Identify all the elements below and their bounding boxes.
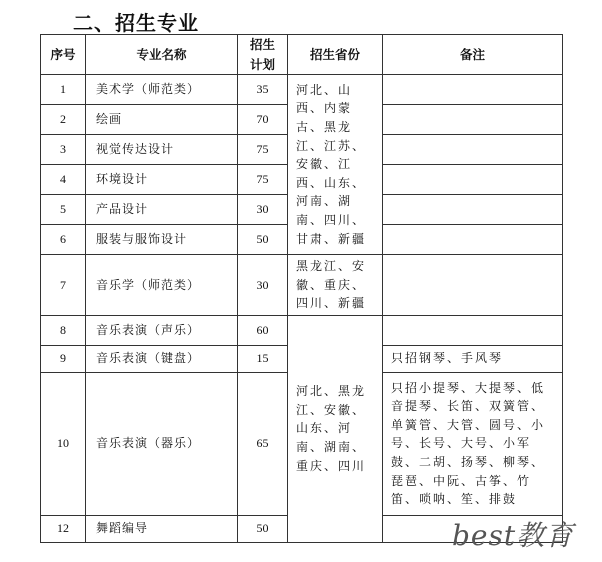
- cell-note-instruments: 只招小提琴、大提琴、低音提琴、长笛、双簧管、单簧管、大管、圆号、小号、长号、大号、小军鼓、二胡、扬琴、柳琴、琵琶、中阮、古筝、竹笛、唢呐、笙、排鼓: [383, 372, 563, 515]
- cell-note: [383, 105, 563, 135]
- cell-major: 音乐表演（声乐）: [86, 315, 238, 345]
- cell-note: [383, 195, 563, 225]
- cell-plan: 30: [238, 195, 288, 225]
- header-notes: 备注: [383, 35, 563, 75]
- table-header-row: [41, 35, 563, 75]
- cell-no: 12: [41, 515, 86, 542]
- cell-major: 服装与服饰设计: [86, 225, 238, 255]
- cell-no: 3: [41, 135, 86, 165]
- cell-note: [383, 165, 563, 195]
- cell-no: 10: [41, 372, 86, 515]
- header-provinces: 招生省份: [288, 35, 383, 75]
- cell-note: [383, 255, 563, 316]
- cell-plan: 70: [238, 105, 288, 135]
- cell-plan: 60: [238, 315, 288, 345]
- cell-major: 产品设计: [86, 195, 238, 225]
- cell-note-keyboard: 只招钢琴、手风琴: [383, 345, 563, 372]
- cell-no: 7: [41, 255, 86, 316]
- cell-plan: 30: [238, 255, 288, 316]
- cell-major: 音乐表演（器乐）: [86, 372, 238, 515]
- cell-plan: 50: [238, 515, 288, 542]
- cell-plan: 35: [238, 75, 288, 105]
- cell-plan: 65: [238, 372, 288, 515]
- cell-major: 环境设计: [86, 165, 238, 195]
- table-row: [41, 255, 563, 316]
- table-row: [41, 315, 563, 345]
- cell-note: [383, 135, 563, 165]
- cell-note: [383, 225, 563, 255]
- cell-plan: 15: [238, 345, 288, 372]
- header-plan: [238, 35, 288, 75]
- cell-major: 绘画: [86, 105, 238, 135]
- header-major: 专业名称: [86, 35, 238, 75]
- header-no: 序号: [41, 35, 86, 75]
- page-title: 二、招生专业: [73, 11, 199, 35]
- cell-provinces-group-2: 黑龙江、安徽、重庆、四川、新疆: [288, 255, 383, 316]
- cell-no: 9: [41, 345, 86, 372]
- cell-no: 1: [41, 75, 86, 105]
- cell-no: 5: [41, 195, 86, 225]
- cell-plan: 75: [238, 165, 288, 195]
- cell-major: 美术学（师范类）: [86, 75, 238, 105]
- cell-no: 6: [41, 225, 86, 255]
- cell-plan: 75: [238, 135, 288, 165]
- cell-note: [383, 75, 563, 105]
- cell-no: 2: [41, 105, 86, 135]
- header-plan-line2: 计划: [249, 56, 275, 72]
- cell-major: 视觉传达设计: [86, 135, 238, 165]
- cell-provinces-group-3: 河北、黑龙江、安徽、山东、河南、湖南、重庆、四川: [288, 315, 383, 542]
- header-plan-line1: 招生: [249, 37, 275, 53]
- cell-provinces-group-1: 河北、山西、内蒙古、黑龙江、江苏、安徽、江西、山东、河南、湖南、四川、甘肃、新疆: [288, 75, 383, 255]
- watermark-logo: best教育: [452, 519, 575, 552]
- cell-plan: 50: [238, 225, 288, 255]
- cell-no: 4: [41, 165, 86, 195]
- cell-major: 音乐学（师范类）: [86, 255, 238, 316]
- cell-note: [383, 315, 563, 345]
- cell-major: 音乐表演（键盘）: [86, 345, 238, 372]
- cell-no: 8: [41, 315, 86, 345]
- cell-major: 舞蹈编导: [86, 515, 238, 542]
- table-row: [41, 75, 563, 105]
- enrollment-table: [40, 34, 563, 543]
